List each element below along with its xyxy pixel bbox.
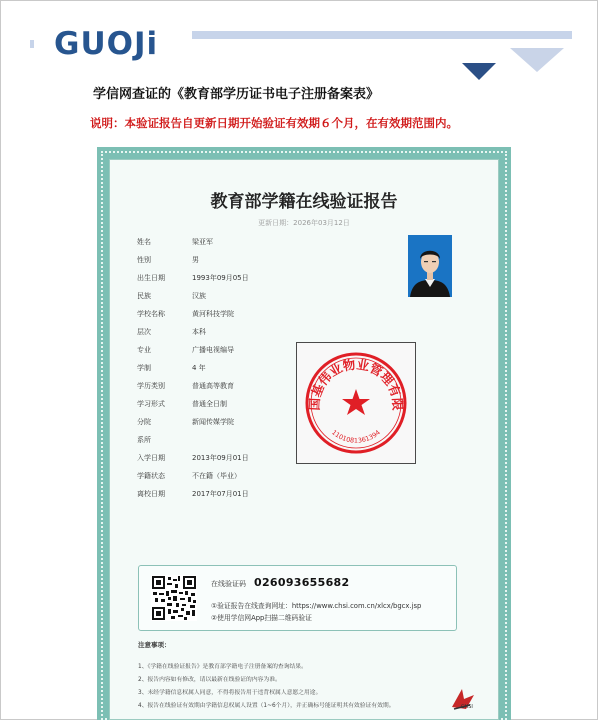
note-item: 2、报告内容如有修改，请以最新在线验证的内容为准。 <box>138 677 281 683</box>
verification-code: 026093655682 <box>254 576 350 589</box>
field-label: 专业 <box>137 346 151 354</box>
validity-notice: 说明：本验证报告自更新日期开始验证有效期６个月，在有效期范围内。 <box>90 116 458 130</box>
verification-url-line: ①验证报告在线查询网址：https://www.chsi.com.cn/xlcx/bgcx.jsp <box>211 602 422 610</box>
field-label: 学制 <box>137 364 151 372</box>
chsi-logo-text: CHSI <box>461 704 473 710</box>
field-label: 学校名称 <box>137 310 165 318</box>
certificate-body <box>109 159 499 720</box>
field-label: 系所 <box>137 436 151 444</box>
header-decor-triangle-light <box>510 48 564 72</box>
verification-app-line: ②使用学信网App扫描二维码验证 <box>211 614 312 622</box>
note-item: 3、未经学籍信息权属人同意，不得将报告用于违背权属人意愿之用途。 <box>138 690 322 696</box>
field-label: 入学日期 <box>137 454 165 462</box>
field-value: 男 <box>192 256 199 264</box>
note-item: 4、报告在线验证有效期由学籍信息权属人设置（1~6个月），并正确标号能证明其有效验证有效期。 <box>138 703 395 709</box>
field-value: 1993年09月05日 <box>192 274 249 282</box>
online-verification-panel <box>138 565 457 631</box>
field-value: 新闻传媒学院 <box>192 418 234 426</box>
certificate <box>97 147 511 720</box>
svg-text:1101081361394 <box>330 428 382 444</box>
verification-code-label: 在线验证码 <box>211 580 246 588</box>
qr-code-icon[interactable] <box>151 575 197 621</box>
field-label: 学习形式 <box>137 400 165 408</box>
notes-title: 注意事项： <box>138 641 171 649</box>
field-value: 黄河科技学院 <box>192 310 234 318</box>
field-value: 本科 <box>192 328 206 336</box>
field-value: 汉族 <box>192 292 206 300</box>
field-value: 不在籍（毕业） <box>192 472 241 480</box>
field-value: 普通高等教育 <box>192 382 234 390</box>
header-decor-triangle-dark <box>462 63 496 80</box>
field-value: 梁亚军 <box>192 238 213 246</box>
field-value: 广播电视编导 <box>192 346 234 354</box>
certificate-update-date: 更新日期：2026年03月12日 <box>258 219 350 227</box>
field-value: 普通全日制 <box>192 400 227 408</box>
seal-number-text: 1101081361394 <box>330 428 382 445</box>
field-label: 性别 <box>137 256 151 264</box>
field-value: 2013年09月01日 <box>192 454 249 462</box>
field-label: 层次 <box>137 328 151 336</box>
field-label: 学籍状态 <box>137 472 165 480</box>
field-label: 出生日期 <box>137 274 165 282</box>
field-label: 学历类别 <box>137 382 165 390</box>
field-label: 姓名 <box>137 238 151 246</box>
field-value: 4 年 <box>192 364 206 372</box>
field-value: 2017年07月01日 <box>192 490 249 498</box>
note-item: 1、《学籍在线验证报告》是教育部学籍电子注册备案的查询结果。 <box>138 664 307 670</box>
seal-star-icon <box>342 389 370 415</box>
document-heading: 学信网查证的《教育部学历证书电子注册备案表》 <box>93 87 380 102</box>
field-label: 民族 <box>137 292 151 300</box>
chsi-logo-icon <box>448 685 478 715</box>
official-seal-box <box>296 342 416 464</box>
certificate-title: 教育部学籍在线验证报告 <box>210 192 398 212</box>
field-label: 分院 <box>137 418 151 426</box>
student-photo <box>408 235 452 297</box>
guoji-logo: GUOJi <box>54 26 159 62</box>
header-decor-bar <box>192 31 572 39</box>
seal-name-text: 国基伟业物业管理有限 <box>306 356 406 411</box>
header-decor-bar-left <box>30 40 34 48</box>
field-label: 离校日期 <box>137 490 165 498</box>
